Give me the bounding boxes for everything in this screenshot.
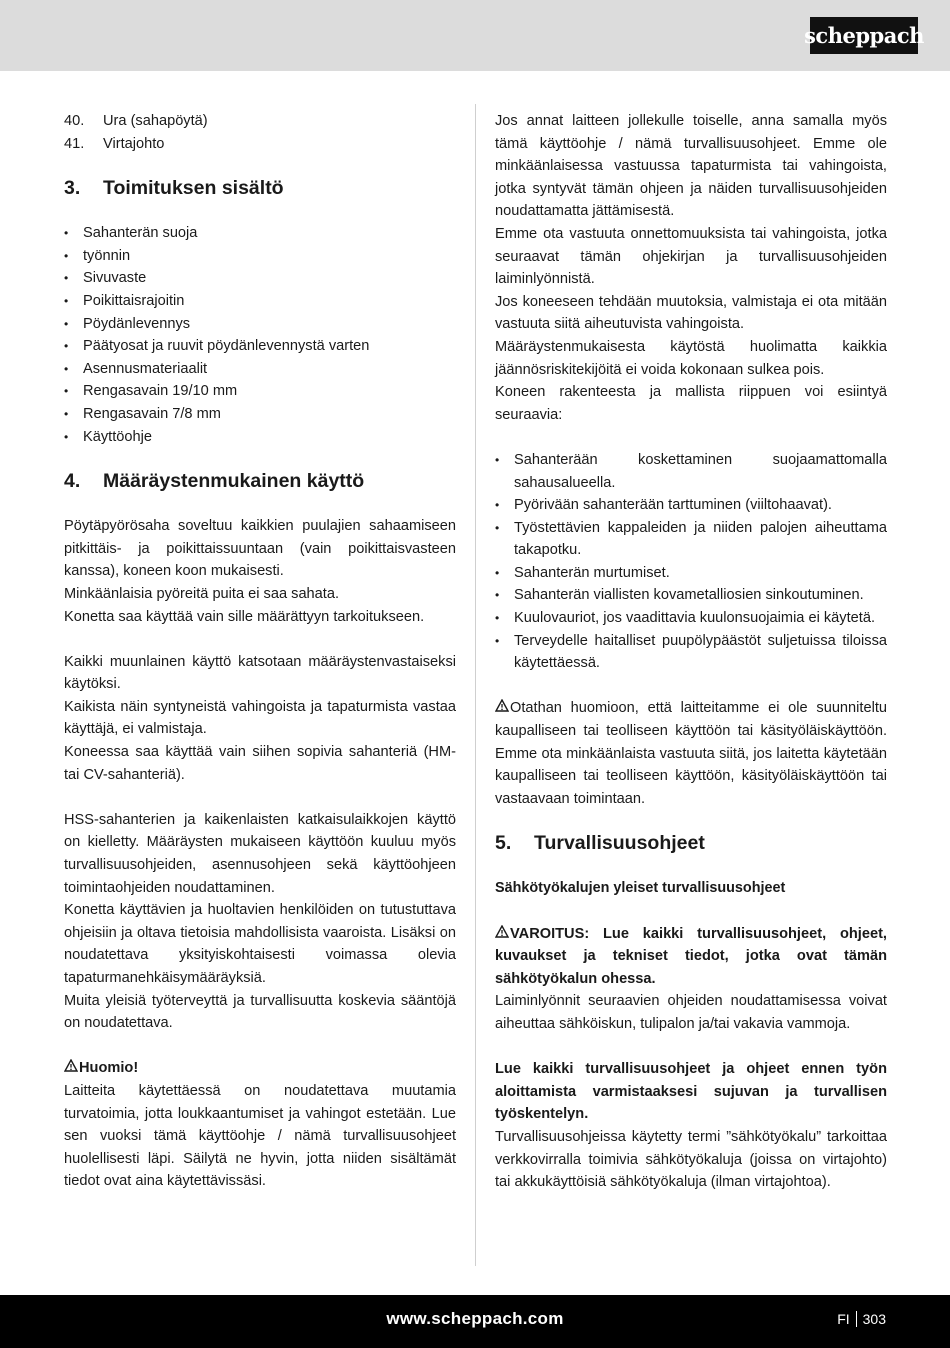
paragraph: Lue kaikki turvallisuusohjeet ja ohjeet ennen työn aloittamista varmistaaksesi sujuvan ja turvallisen työskentelyn. bbox=[495, 1061, 887, 1123]
paragraph: HSS-sahanterien ja kaikenlaisten katkaisulaikkojen käyttö on kielletty. Määräysten mukaiseen käyttöön kuuluu myös turvallisuusohjeiden, asennusohjeen sekä käyttöohjeen toimintaohjeiden noudattaminen. bbox=[64, 811, 456, 896]
list-item: • Rengasavain 7/8 mm bbox=[64, 403, 456, 426]
warning-triangle-icon bbox=[64, 1057, 79, 1080]
list-item: • Sahanterän viallisten kovametalliosien sinkoutuminen. bbox=[495, 584, 887, 607]
section-5-heading: 5. Turvallisuusohjeet bbox=[495, 832, 705, 855]
parts-list bbox=[64, 110, 456, 155]
left-column bbox=[64, 110, 456, 1193]
list-item: • Pöydänlevennys bbox=[64, 313, 456, 336]
list-item: • Käyttöohje bbox=[64, 426, 456, 449]
warning-triangle-icon bbox=[495, 697, 510, 720]
list-item: • Sahanterän suoja bbox=[64, 222, 456, 245]
separator bbox=[856, 1311, 857, 1327]
list-item: • Sahanterän murtumiset. bbox=[495, 562, 887, 585]
page-header bbox=[0, 0, 950, 71]
paragraph: Kaikista näin syntyneistä vahingoista ja tapaturmista vastaa käyttäjä, ei valmistaja. bbox=[64, 698, 456, 738]
paragraph: Määräystenmukaisesta käytöstä huolimatta kaikkia jäännösriskitekijöitä ei voida kokonaan sulkea pois. bbox=[495, 338, 887, 378]
paragraph: Konetta saa käyttää vain sille määrättyyn tarkoitukseen. bbox=[64, 608, 425, 625]
list-item: • Pyörivään sahanterään tarttuminen (viiltohaavat). bbox=[495, 494, 887, 517]
paragraph: Koneen rakenteesta ja mallista riippuen voi esiintyä seuraavia: bbox=[495, 384, 887, 423]
notice-paragraph: Otathan huomioon, että laitteitamme ei ole suunniteltu kaupalliseen tai teolliseen käyttöön tai käsityöläiskäyttöön. Emme ota minkäänlaista vastuuta siitä, jos laitetta käytetään kaupalliseen tai teolliseen käyttöön, käsityöläiskäyttöön tai vastaavaan toimintaan. bbox=[495, 697, 887, 810]
list-item: 40. Ura (sahapöytä) bbox=[64, 113, 208, 129]
note-heading: Huomio! bbox=[64, 1057, 456, 1080]
paragraph: Kaikki muunlainen käyttö katsotaan määräystenvastaiseksi käytöksi. bbox=[64, 653, 456, 693]
list-item: 41. Virtajohto bbox=[64, 135, 165, 152]
list-item: • Työstettävien kappaleiden ja niiden palojen aiheuttama takapotku. bbox=[495, 517, 887, 562]
residual-risks-list bbox=[495, 449, 887, 675]
subheading: Sähkötyökalujen yleiset turvallisuusohjeet bbox=[495, 880, 786, 897]
paragraph: Turvallisuusohjeissa käytetty termi ”sähkötyökalu” tarkoittaa verkkovirralla toimivia sähkötyökaluja (joissa on virtajohto) tai akkukäyttöisiä sähkötyökaluja (ilman virtajohtoa). bbox=[495, 1128, 887, 1191]
paragraph: Laiminlyönnit seuraavien ohjeiden noudattamisessa voivat aiheuttaa sähköiskun, tulipalon ja/tai vakavia vammoja. bbox=[495, 993, 887, 1032]
list-item: • Kuulovauriot, jos vaadittavia kuulonsuojaimia ei käytetä. bbox=[495, 607, 887, 630]
paragraph: Minkäänlaisia pyöreitä puita ei saa sahata. bbox=[64, 585, 340, 602]
page-footer bbox=[0, 1295, 950, 1348]
page-info bbox=[837, 1311, 886, 1327]
delivery-contents-list bbox=[64, 222, 456, 448]
list-item: • Terveydelle haitalliset puupölypäästöt suljetuissa tiloissa käytettäessä. bbox=[495, 630, 887, 675]
section-4-heading: 4. Määräystenmukainen käyttö bbox=[64, 470, 365, 493]
paragraph: Konetta käyttävien ja huoltavien henkilöiden on tutustuttava ohjeisiin ja oltava tietoisia mahdollisista vaaroista. Lisäksi on noudatettava yksityiskohtaisesti voimassa olevia tapaturmanehkäisymääräyksiä. bbox=[64, 902, 456, 986]
warning-triangle-icon bbox=[495, 923, 510, 946]
paragraph: Laitteita käytettäessä on noudatettava muutamia turvatoimia, jotta loukkaantumiset ja vahingot estetään. Lue sen vuoksi tämä käyttöohje / nämä turvallisuusohjeet huolellisesti läpi. Säilytä ne hyvin, jotta niiden sisältämät tiedot ovat aina käytettävissäsi. bbox=[64, 1082, 456, 1190]
paragraph: Koneessa saa käyttää vain siihen sopivia sahanteriä (HM- tai CV-sahanteriä). bbox=[64, 744, 456, 783]
paragraph: Muita yleisiä työterveyttä ja turvallisuutta koskevia sääntöjä on noudatettava. bbox=[64, 992, 456, 1032]
right-column bbox=[495, 110, 887, 1194]
brand-logo: scheppach bbox=[810, 17, 918, 54]
website-url: www.scheppach.com bbox=[386, 1309, 564, 1328]
language-code: FI bbox=[837, 1311, 850, 1327]
list-item: • Sahanterään koskettaminen suojaamattomalla sahausalueella. bbox=[495, 449, 887, 494]
paragraph: Pöytäpyörösaha soveltuu kaikkien puulajien sahaamiseen pitkittäis- ja poikittaissuuntaan (vain poikittaisvasteen kanssa), koneen koon mukaisesti. bbox=[64, 518, 456, 580]
paragraph: Emme ota vastuuta onnettomuuksista tai vahingoista, jotka seuraavat tämän ohjekirjan ja turvallisuusohjeiden laiminlyönnistä. bbox=[495, 225, 887, 288]
paragraph: Jos koneeseen tehdään muutoksia, valmistaja ei ota mitään vastuuta siitä aiheutuvista vahingoista. bbox=[495, 293, 887, 333]
list-item: • Asennusmateriaalit bbox=[64, 358, 456, 381]
list-item: • Poikittaisrajoitin bbox=[64, 290, 456, 313]
list-item: • työnnin bbox=[64, 245, 456, 268]
page-number: 303 bbox=[862, 1311, 886, 1327]
warning-paragraph: VAROITUS: Lue kaikki turvallisuusohjeet, ohjeet, kuvaukset ja tekniset tiedot, jotka ovat tämän sähkötyökalun ohessa. bbox=[495, 923, 887, 991]
column-divider bbox=[475, 104, 476, 1266]
list-item: • Päätyosat ja ruuvit pöydänlevennystä varten bbox=[64, 335, 456, 358]
section-3-heading: 3. Toimituksen sisältö bbox=[64, 177, 284, 200]
list-item: • Sivuvaste bbox=[64, 267, 456, 290]
list-item: • Rengasavain 19/10 mm bbox=[64, 380, 456, 403]
paragraph: Jos annat laitteen jollekulle toiselle, anna samalla myös tämä käyttöohje / nämä turvallisuusohjeet. Emme ole minkäänlaisessa vastuussa tapaturmista tai vahingoista, jotka syntyvät tämän ohjeen ja näiden turvallisuusohjeiden noudattamatta jättämisestä. bbox=[495, 113, 887, 220]
